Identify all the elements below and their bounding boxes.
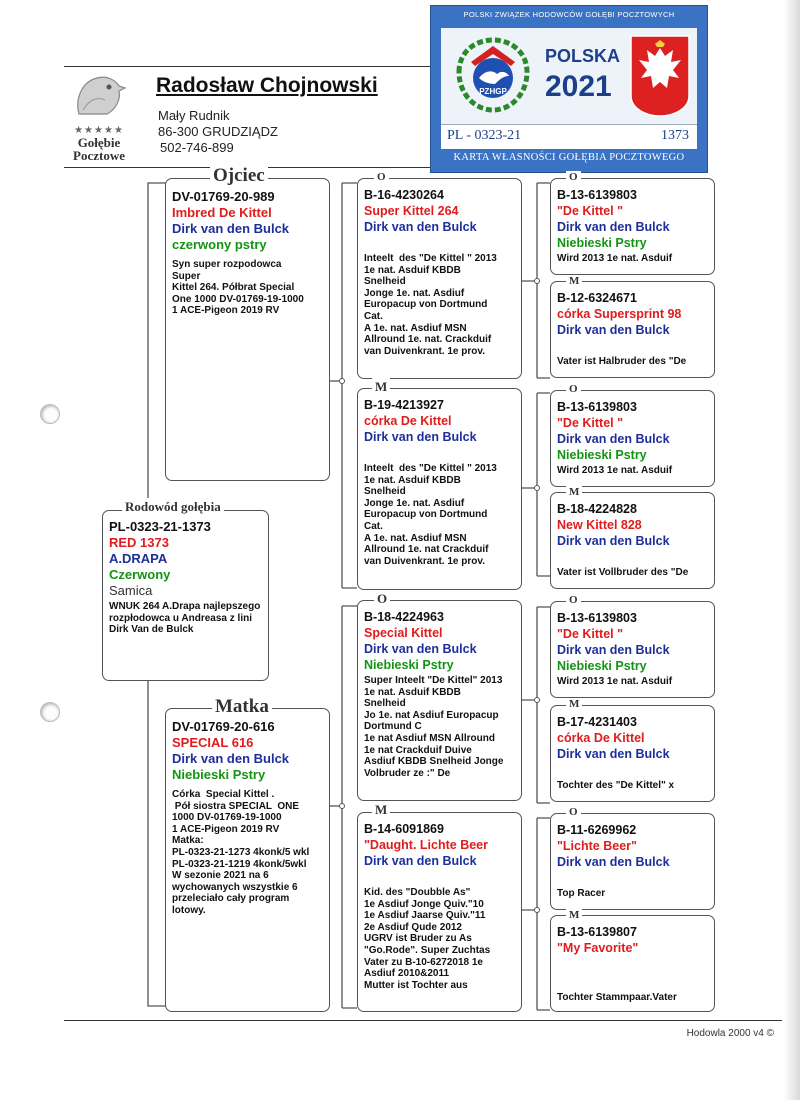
gp-color: Niebieski Pstry — [364, 658, 454, 672]
owner-name: Radosław Chojnowski — [156, 74, 378, 97]
description-line: Asdiuf KBDB Snelheid Jonge — [364, 756, 504, 768]
sire-label: Ojciec — [210, 167, 268, 185]
ggp-ring: B-11-6269962 — [557, 823, 637, 837]
ggp-description: Tochter des "De Kittel" x — [557, 780, 675, 791]
ggp-sex-label: M — [566, 698, 582, 711]
ggp-name: "De Kittel " — [557, 416, 624, 430]
description-line: wychowanych wszystkie 6 — [172, 881, 298, 893]
sire-description — [172, 259, 324, 317]
sire-box — [165, 178, 330, 481]
subject-pigeon-box — [102, 510, 269, 681]
owner-postal-city: 86-300 GRUDZIĄDZ — [158, 124, 278, 139]
dam-description — [172, 789, 324, 917]
description-line: 1e nat. Asduif KBDB — [364, 474, 461, 486]
description-line: Snelheid — [364, 276, 406, 288]
great-grandparent-box — [550, 390, 715, 487]
description-line: PL-0323-21-1219 4konk/5wkl — [172, 858, 307, 870]
grandparent-box — [357, 388, 522, 590]
ggp-breeder: Dirk van den Bulck — [557, 323, 670, 337]
description-line: Córka Special Kittel . — [172, 789, 275, 800]
pedigree-label: Rodowód gołębia — [122, 498, 224, 516]
gp-name: Super Kittel 264 — [364, 204, 459, 218]
description-line: UGRV ist Bruder zu As — [364, 933, 472, 945]
subject-ring: PL-0323-21-1373 — [109, 519, 211, 534]
great-grandparent-box — [550, 281, 715, 378]
description-line: Jonge 1e. nat. Asdiuf — [364, 287, 465, 299]
description-line: 1e nat. Asduif KBDB — [364, 264, 461, 276]
description-line: "Go.Rode". Super Zuchtas — [364, 944, 491, 956]
description-line: Europacup von Dortmund — [364, 299, 488, 311]
grandparent-box — [357, 812, 522, 1012]
description-line: PL-0323-21-1273 4konk/5 wkl — [172, 846, 310, 858]
card-country: POLSKA — [545, 46, 621, 66]
ggp-name: New Kittel 828 — [557, 518, 642, 532]
dam-name: SPECIAL 616 — [172, 735, 254, 750]
dam-breeder: Dirk van den Bulck — [172, 751, 290, 766]
ggp-sex-label: M — [566, 275, 582, 288]
gp-ring: B-14-6091869 — [364, 822, 444, 836]
dam-ring: DV-01769-20-616 — [172, 719, 275, 734]
ggp-ring: B-18-4224828 — [557, 502, 637, 516]
gp-ring: B-16-4230264 — [364, 188, 444, 202]
great-grandparent-box — [550, 705, 715, 802]
ggp-sex-label: M — [566, 909, 582, 922]
ggp-ring: B-12-6324671 — [557, 291, 637, 305]
description-line: 1e nat Crackduif Duive — [364, 744, 472, 756]
description-line: Inteelt des "De Kittel " 2013 — [364, 253, 497, 264]
description-line: Super — [172, 270, 201, 282]
description-line: lotowy. — [172, 904, 206, 916]
description-line: Super Inteelt "De Kittel" 2013 — [364, 675, 503, 686]
ggp-name: "Lichte Beer" — [557, 839, 637, 853]
ggp-color: Niebieski Pstry — [557, 236, 647, 250]
description-line: 1 ACE-Pigeon 2019 RV — [172, 305, 280, 317]
ggp-ring: B-13-6139807 — [557, 925, 637, 939]
description-line: Europacup von Dortmund — [364, 509, 488, 521]
description-line: 1e nat Asdiuf MSN Allround — [364, 732, 495, 744]
logo-stars: ★★★★★ — [74, 125, 124, 136]
description-line: Dortmund C — [364, 721, 422, 733]
connector-gp4-parents — [521, 818, 550, 1010]
description-line: van Duivenkrant. 1e prov. — [364, 555, 485, 567]
gp-breeder: Dirk van den Bulck — [364, 642, 477, 656]
ggp-sex-label: M — [566, 486, 582, 499]
description-line: Allround 1e. nat Crackduif — [364, 544, 489, 556]
description-line: Cat. — [364, 310, 383, 322]
description-line: W sezonie 2021 na 6 — [172, 870, 269, 882]
logo-text-2: Pocztowe — [73, 148, 125, 163]
description-line: Snelheid — [364, 486, 406, 498]
connector-subject-dam — [148, 680, 166, 1006]
great-grandparent-box — [550, 492, 715, 589]
gp-description — [364, 887, 516, 991]
grandparent-box — [357, 178, 522, 379]
connector-gp3-parents — [521, 607, 550, 803]
gp-breeder: Dirk van den Bulck — [364, 854, 477, 868]
ggp-description: Wird 2013 1e nat. Asduif — [557, 465, 673, 476]
sire-breeder: Dirk van den Bulck — [172, 221, 290, 236]
ggp-sex-label: O — [566, 171, 581, 184]
connector-subject-sire — [148, 183, 166, 510]
description-line: Pół siostra SPECIAL ONE — [172, 800, 300, 812]
card-number: 1373 — [661, 128, 689, 143]
ggp-description: Wird 2013 1e nat. Asduif — [557, 253, 673, 264]
ggp-description: Tochter Stammpaar.Vater — [557, 992, 677, 1003]
ggp-breeder: Dirk van den Bulck — [557, 432, 670, 446]
ggp-name: "De Kittel " — [557, 204, 624, 218]
logo-text-1: Gołębie — [77, 135, 121, 150]
ggp-breeder: Dirk van den Bulck — [557, 643, 670, 657]
gp-name: Special Kittel — [364, 626, 443, 640]
ggp-description: Wird 2013 1e nat. Asduif — [557, 676, 673, 687]
ggp-name: "My Favorite" — [557, 941, 639, 955]
ggp-ring: B-13-6139803 — [557, 400, 637, 414]
description-line: A 1e. nat. Asdiuf MSN — [364, 532, 467, 544]
subject-color: Czerwony — [109, 567, 171, 582]
owner-phone: 502-746-899 — [160, 140, 234, 155]
ggp-sex-label: O — [566, 383, 581, 396]
description-line: Kid. des "Doubble As" — [364, 887, 471, 898]
description-line: Inteelt des "De Kittel " 2013 — [364, 463, 497, 474]
sire-name: Imbred De Kittel — [172, 205, 272, 220]
description-line: Kittel 264. Półbrat Special — [172, 282, 295, 294]
description-line: 1e Asdiuf Jonge Quiv."10 — [364, 898, 484, 910]
great-grandparent-box — [550, 915, 715, 1012]
ggp-ring: B-13-6139803 — [557, 188, 637, 202]
dam-color: Niebieski Pstry — [172, 767, 266, 782]
ggp-name: córka Supersprint 98 — [557, 307, 682, 321]
description-line: Jonge 1e. nat. Asdiuf — [364, 497, 465, 509]
dam-label: Matka — [212, 698, 272, 716]
card-association: POLSKI ZWIĄZEK HODOWCÓW GOŁĘBI POCZTOWYCH — [463, 10, 675, 19]
ggp-description: Vater ist Vollbruder des "De — [557, 567, 689, 578]
ggp-sex-label: O — [566, 594, 581, 607]
description-line: Volbruder ze :" De — [364, 767, 451, 779]
ggp-breeder: Dirk van den Bulck — [557, 534, 670, 548]
great-grandparent-box — [550, 178, 715, 275]
card-ring: PL - 0323-21 — [447, 128, 522, 143]
gp-sex-label: M — [372, 378, 390, 396]
description-line: Asdiuf 2010&2011 — [364, 968, 450, 980]
subject-name: RED 1373 — [109, 535, 169, 550]
gp-breeder: Dirk van den Bulck — [364, 430, 477, 444]
description-line: 1 ACE-Pigeon 2019 RV — [172, 823, 280, 835]
ggp-name: córka De Kittel — [557, 731, 645, 745]
description-line: A 1e. nat. Asdiuf MSN — [364, 322, 467, 334]
card-footer: KARTA WŁASNOŚCI GOŁĘBIA POCZTOWEGO — [453, 152, 685, 163]
grandparent-box — [357, 600, 522, 801]
description-line: Cat. — [364, 520, 383, 532]
gp-description — [364, 675, 516, 779]
ggp-breeder: Dirk van den Bulck — [557, 855, 670, 869]
sire-color: czerwony pstry — [172, 237, 267, 252]
subject-sex: Samica — [109, 583, 153, 598]
description-line: 1000 DV-01769-19-1000 — [172, 812, 282, 824]
card-year: 2021 — [545, 70, 612, 103]
description-line: Jo 1e. nat Asdiuf Europacup — [364, 709, 499, 721]
connector-sire-parents — [342, 183, 357, 588]
description-line: przeleciało cały program — [172, 893, 290, 905]
description-line: Allround 1e. nat. Crackduif — [364, 334, 492, 346]
gp-sex-label: M — [372, 801, 390, 819]
description-line: 1e nat. Asduif KBDB — [364, 686, 461, 698]
gp-ring: B-19-4213927 — [364, 398, 444, 412]
description-line: Matka: — [172, 835, 204, 847]
gp-breeder: Dirk van den Bulck — [364, 220, 477, 234]
gp-ring: B-18-4224963 — [364, 610, 444, 624]
description-line: Syn super rozpodowca — [172, 259, 282, 270]
dam-box — [165, 708, 330, 1012]
sire-ring: DV-01769-20-989 — [172, 189, 275, 204]
great-grandparent-box — [550, 813, 715, 910]
card-badge-text: PZHGP — [479, 87, 507, 96]
subject-description: WNUK 264 A.Drapa najlepszego rozpłodowca u Andreasa z lini Dirk Van de Bulck — [109, 601, 261, 636]
gp-name: córka De Kittel — [364, 414, 452, 428]
gp-description — [364, 253, 516, 357]
gp-sex-label: O — [374, 171, 389, 184]
ggp-breeder: Dirk van den Bulck — [557, 747, 670, 761]
ggp-sex-label: O — [566, 806, 581, 819]
ggp-color: Niebieski Pstry — [557, 659, 647, 673]
ggp-breeder: Dirk van den Bulck — [557, 220, 670, 234]
ggp-description: Top Racer — [557, 888, 606, 899]
description-line: Mutter ist Tochter aus — [364, 979, 468, 991]
ggp-ring: B-13-6139803 — [557, 611, 637, 625]
description-line: 1e Asdiuf Jaarse Quiv."11 — [364, 910, 486, 922]
great-grandparent-box — [550, 601, 715, 698]
gp-sex-label: O — [374, 590, 390, 608]
description-line: Snelheid — [364, 698, 406, 710]
ggp-color: Niebieski Pstry — [557, 448, 647, 462]
owner-village: Mały Rudnik — [158, 108, 230, 123]
gp-name: "Daught. Lichte Beer — [364, 838, 488, 852]
description-line: Vater zu B-10-6272018 1e — [364, 956, 483, 968]
ggp-name: "De Kittel " — [557, 627, 624, 641]
description-line: One 1000 DV-01769-19-1000 — [172, 293, 304, 305]
description-line: van Duivenkrant. 1e prov. — [364, 345, 485, 357]
description-line: 2e Asdiuf Qude 2012 — [364, 921, 462, 933]
gp-description — [364, 463, 516, 567]
connector-gp2-parents — [521, 393, 550, 576]
subject-breeder: A.DRAPA — [109, 551, 168, 566]
ggp-description: Vater ist Halbruder des "De — [557, 356, 687, 367]
software-footer: Hodowla 2000 v4 © — [686, 1028, 774, 1039]
ggp-ring: B-17-4231403 — [557, 715, 637, 729]
